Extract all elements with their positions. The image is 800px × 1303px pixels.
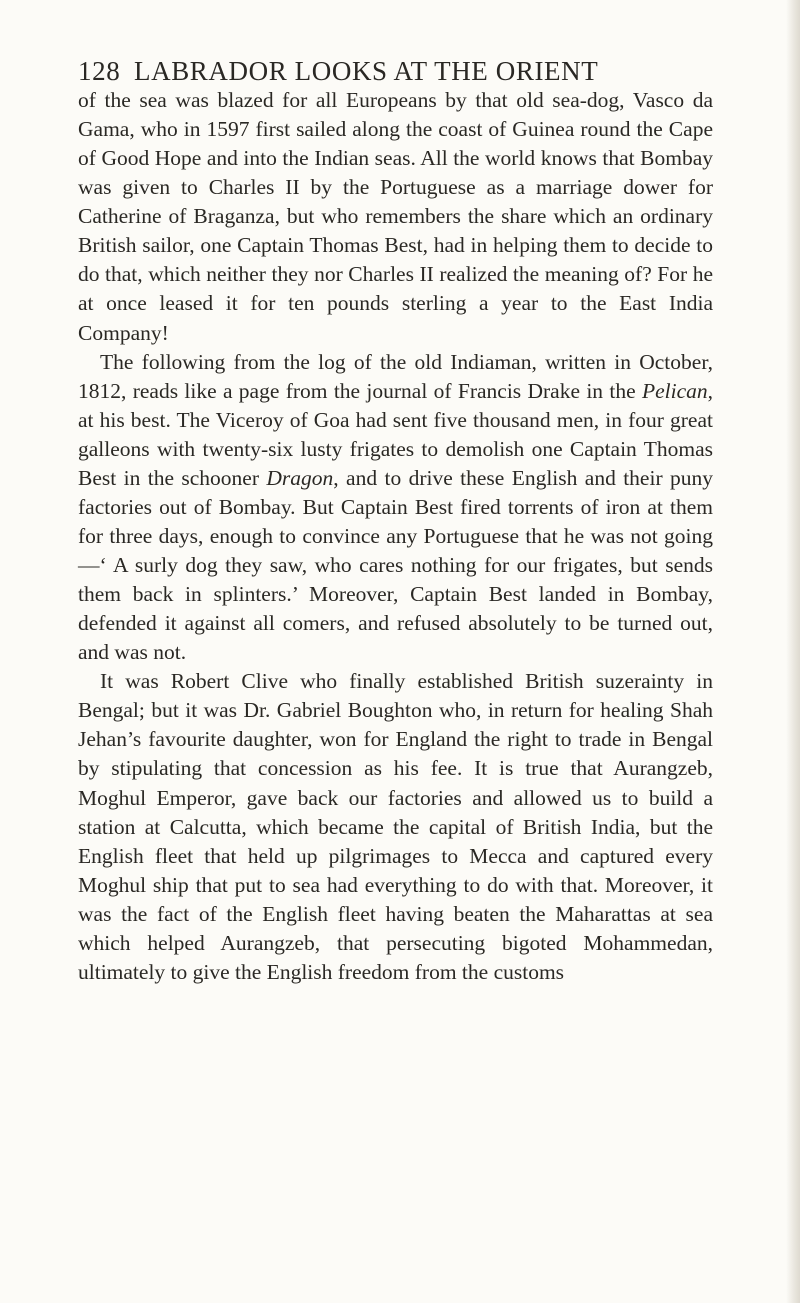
running-head xyxy=(78,56,718,87)
text-run: The following from the log of the old Indiaman, written in October, 1812, reads like a page from the journal of Francis Drake in the xyxy=(78,349,713,403)
text-run: , at his best. The Viceroy of Goa had sent five thousand men, in four great galleons with twenty-six lusty frigates to demolish one Captain Thomas Best in the schooner xyxy=(78,378,713,490)
page-number: 128 xyxy=(78,56,121,86)
text-run: , and to drive these English and their puny factories out of Bombay. But Captain Best fired torrents of iron at them for three days, enough to convince any Portuguese that he was not going—‘ A surly dog they saw, who cares nothing for our frigates, but sends them back in splinters.’ Moreover, Captain Best landed in Bombay, defended it against all comers, and refused absolutely to be turned out, and was not. xyxy=(78,465,713,665)
ship-name-pelican: Pelican xyxy=(641,378,708,403)
page-edge-shadow xyxy=(786,0,800,1303)
text-run: It was Robert Clive who finally established British suzerainty in Bengal; but it was Dr. Gabriel Boughton who, in return for healing Shah Jehan’s favourite daughter, won for England the right to trade in Bengal by stipulating that concession as his fee. It is true that Aurangzeb, Moghul Emperor, gave back our factories and allowed us to build a station at Calcutta, which became the capital of British India, but the English fleet that held up pilgrimages to Mecca and captured every Moghul ship that put to sea had everything to do with that. Moreover, it was the fact of the English fleet having beaten the Maharattas at sea which helped Aurangzeb, that persecuting bigoted Mohammedan, ultimately to give the English freedom from the customs xyxy=(78,669,713,984)
paragraph xyxy=(78,348,713,668)
text-run: of the sea was blazed for all Europeans by that old sea-dog, Vasco da Gama, who in 1597 first sailed along the coast of Guinea round the Cape of Good Hope and into the Indian seas. All the world knows that Bombay was given to Charles II by the Portuguese as a marriage dower for Catherine of Braganza, but who remembers the share which an ordinary British sailor, one Captain Thomas Best, had in helping them to decide to do that, which neither they nor Charles II realized the meaning of? For he at once leased it for ten pounds sterling a year to the East India Company! xyxy=(78,88,713,345)
paragraph xyxy=(78,86,713,348)
paragraph xyxy=(78,667,713,987)
running-title: LABRADOR LOOKS AT THE ORIENT xyxy=(134,56,599,86)
ship-name-dragon: Dragon xyxy=(266,465,334,490)
body-text xyxy=(78,86,713,987)
